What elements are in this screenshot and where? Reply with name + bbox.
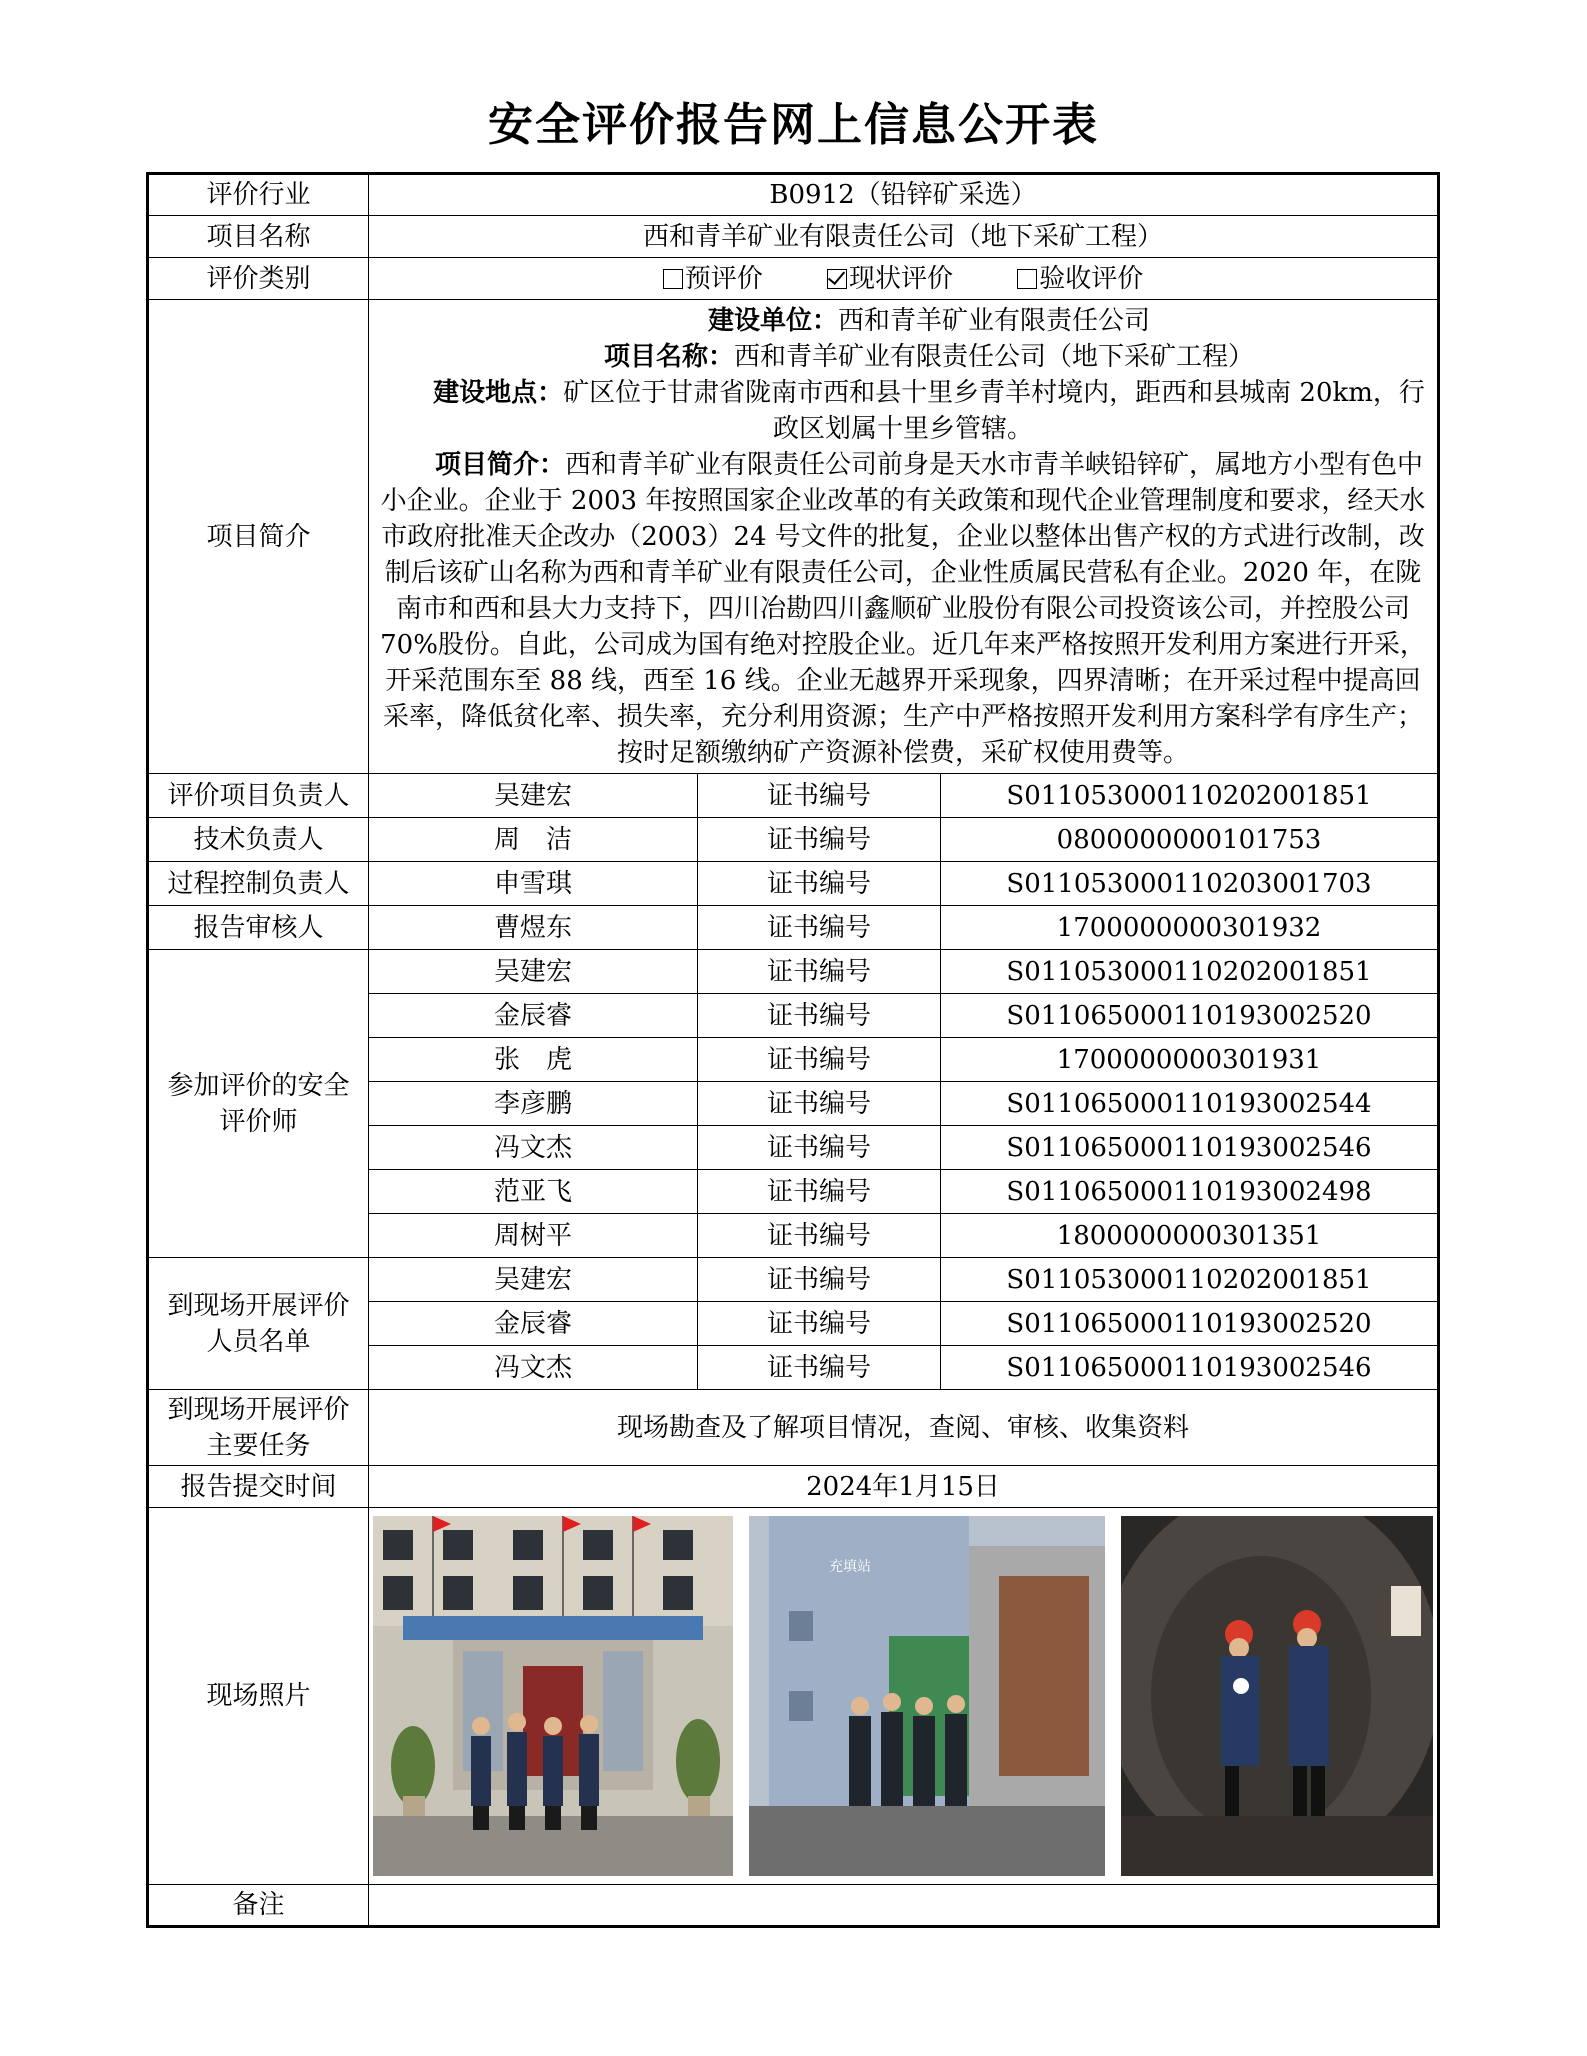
project-name-label: 项目名称 [148,216,369,258]
cert-label: 证书编号 [698,1214,941,1258]
responsible-row [148,774,1439,818]
cert-label: 证书编号 [698,1346,941,1390]
person-name: 申雪琪 [369,862,698,906]
tasks-row [148,1390,1439,1466]
cert-number: 1700000000301931 [941,1038,1439,1082]
cert-number: S011065000110193002546 [941,1346,1439,1390]
remarks-row [148,1885,1439,1927]
cert-number: S011053000110202001851 [941,950,1439,994]
cert-label: 证书编号 [698,1258,941,1302]
cert-label: 证书编号 [698,906,941,950]
role-label: 技术负责人 [148,818,369,862]
cert-number: S011065000110193002544 [941,1082,1439,1126]
category-option-acceptance[interactable]: 验收评价 [1017,261,1143,297]
role-label: 过程控制负责人 [148,862,369,906]
person-name: 金辰睿 [369,1302,698,1346]
category-option-pre[interactable]: 预评价 [663,261,763,297]
industry-label: 评价行业 [148,174,369,216]
remarks-label: 备注 [148,1885,369,1927]
project-name-value: 西和青羊矿业有限责任公司（地下采矿工程） [369,216,1439,258]
cert-label: 证书编号 [698,1302,941,1346]
person-name: 曹煜东 [369,906,698,950]
responsible-row [148,862,1439,906]
cert-number: S011065000110193002520 [941,1302,1439,1346]
person-name: 金辰睿 [369,994,698,1038]
category-options [369,258,1439,300]
onsite-row [148,1258,1439,1302]
evaluator-row [148,950,1439,994]
checkbox-icon [1017,269,1037,289]
intro-row [148,300,1439,774]
person-name: 范亚飞 [369,1170,698,1214]
cert-label: 证书编号 [698,1038,941,1082]
photos-row [148,1508,1439,1885]
cert-number: S011065000110193002546 [941,1126,1439,1170]
filling-station-sign: 充填站 [829,1559,872,1575]
industry-row [148,174,1439,216]
submit-time-value: 2024年1月15日 [369,1466,1439,1508]
site-photo-office [373,1516,733,1876]
category-label: 评价类别 [148,258,369,300]
industry-value: B0912（铅锌矿采选） [369,174,1439,216]
person-name: 吴建宏 [369,774,698,818]
cert-label: 证书编号 [698,1082,941,1126]
submit-time-label: 报告提交时间 [148,1466,369,1508]
intro-content [369,300,1439,774]
submit-time-row [148,1466,1439,1508]
cert-label: 证书编号 [698,774,941,818]
cert-number: 1800000000301351 [941,1214,1439,1258]
project-name-row [148,216,1439,258]
tunnel-inspection-image [1121,1516,1433,1876]
person-name: 冯文杰 [369,1346,698,1390]
person-name: 周 洁 [369,818,698,862]
photo-strip [369,1510,1437,1882]
photos-label: 现场照片 [148,1508,369,1885]
role-label: 评价项目负责人 [148,774,369,818]
category-option-status[interactable]: 现状评价 [827,261,953,297]
person-name: 张 虎 [369,1038,698,1082]
cert-label: 证书编号 [698,1126,941,1170]
cert-number: S011053000110202001851 [941,1258,1439,1302]
cert-label: 证书编号 [698,950,941,994]
photos-cell [369,1508,1439,1885]
checked-checkbox-icon [827,269,847,289]
cert-label: 证书编号 [698,1170,941,1214]
intro-project-name: 项目名称：西和青羊矿业有限责任公司（地下采矿工程） [604,341,1255,372]
responsible-row [148,818,1439,862]
cert-label: 证书编号 [698,862,941,906]
cert-number: S011065000110193002520 [941,994,1439,1038]
checkbox-icon [663,269,683,289]
role-label: 报告审核人 [148,906,369,950]
remarks-value [369,1885,1439,1927]
intro-label: 项目简介 [148,300,369,774]
person-name: 吴建宏 [369,1258,698,1302]
cert-number: S011053000110202001851 [941,774,1439,818]
evaluators-label: 参加评价的安全评价师 [148,950,369,1258]
site-photo-filling-station [749,1516,1105,1876]
filling-station-image [749,1516,1105,1876]
onsite-label: 到现场开展评价人员名单 [148,1258,369,1390]
office-building-image [373,1516,733,1876]
cert-number: S011065000110193002498 [941,1170,1439,1214]
cert-label: 证书编号 [698,994,941,1038]
cert-number: S011053000110203001703 [941,862,1439,906]
construction-location: 建设地点：矿区位于甘肃省陇南市西和县十里乡青羊村境内，距西和县城南 20km，行政区划属十里乡管辖。 [433,377,1425,444]
tasks-label: 到现场开展评价主要任务 [148,1390,369,1466]
tasks-value: 现场勘查及了解项目情况，查阅、审核、收集资料 [369,1390,1439,1466]
person-name: 李彦鹏 [369,1082,698,1126]
site-photo-tunnel [1121,1516,1433,1876]
cert-number: 1700000000301932 [941,906,1439,950]
person-name: 吴建宏 [369,950,698,994]
cert-number: 0800000000101753 [941,818,1439,862]
page-title: 安全评价报告网上信息公开表 [487,98,1099,151]
info-table [146,172,1440,1928]
project-summary: 项目简介：西和青羊矿业有限责任公司前身是天水市青羊峡铅锌矿，属地方小型有色中小企业。企业于 2003 年按照国家企业改革的有关政策和现代企业管理制度和要求，经天水市政府批准天企改办（2003）24 号文件的批复，企业以整体出售产权的方式进行改制，改制后该矿山名称为西和青羊矿业有限责任公司，企业性质属民营私有企业。2020 年，在陇南市和西和县大力支持下，四川冶勘四川鑫顺矿业股份有限公司投资该公司，并控股公司 70%股份。自此，公司成为国有绝对控股企业。近几年来严格按照开发利用方案进行开采，开采范围东至 88 线，西至 16 线。企业无越界开采现象，四界清晰；在开采过程中提高回采率，降低贫化率、损失率，充分利用资源；生产中严格按照开发利用方案科学有序生产；按时足额缴纳矿产资源补偿费，采矿权使用费等。 [380,449,1426,768]
category-row [148,258,1439,300]
person-name: 周树平 [369,1214,698,1258]
person-name: 冯文杰 [369,1126,698,1170]
responsible-row [148,906,1439,950]
construction-unit: 建设单位：西和青羊矿业有限责任公司 [708,305,1151,336]
cert-label: 证书编号 [698,818,941,862]
